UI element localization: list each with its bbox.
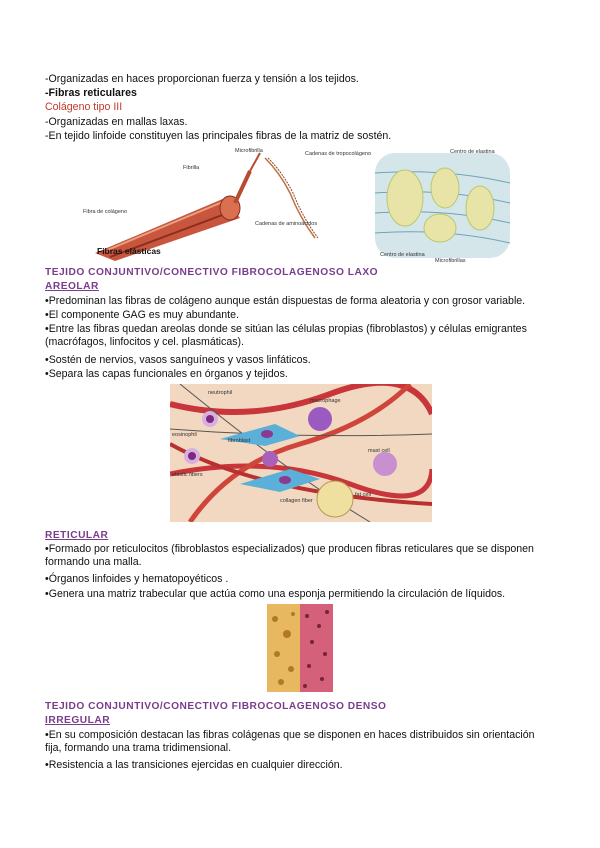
- label-microfibrilla: Microfibrilla: [235, 148, 263, 154]
- elastic-fiber-illustration: [375, 153, 510, 258]
- fibers-diagram: [75, 143, 525, 263]
- reticular-sponge-image: [267, 604, 333, 692]
- label-fibrilla: Fibrilla: [183, 165, 200, 171]
- intro-line-5: -En tejido linfoide constituyen las principales fibras de la matriz de sostén.: [45, 130, 392, 142]
- collagen-fiber-illustration: [95, 153, 318, 261]
- label-fibras-elasticas: Fibras elásticas: [97, 246, 161, 256]
- section-title-laxo: TEJIDO CONJUNTIVO/CONECTIVO FIBROCOLAGENOSO LAXO: [45, 267, 379, 278]
- subtitle-irregular: IRREGULAR: [45, 715, 111, 726]
- reticular-bullet-2: •Órganos linfoides y hematopoyéticos .: [45, 573, 229, 585]
- intro-colageno-tipo-iii: Colágeno tipo III: [45, 101, 123, 113]
- laxo-bullet-5: •Separa las capas funcionales en órganos y tejidos.: [45, 368, 288, 380]
- denso-bullet-2: •Resistencia a las transiciones ejercidas en cualquier dirección.: [45, 759, 343, 771]
- laxo-bullet-3: •Entre las fibras quedan areolas donde se sitúan las células propias (fibroblastos) y células emigrantes (macrófagos, linfocitos y cel. plasmáticas).: [45, 323, 527, 348]
- reticular-bullet-1: •Formado por reticulocitos (fibroblastos especializados) que producen fibras reticulares que se disponen formando una malla.: [45, 543, 534, 568]
- label-fibroblast: fibroblast: [228, 438, 251, 444]
- areolar-tissue-diagram: [170, 384, 432, 522]
- section-title-denso: TEJIDO CONJUNTIVO/CONECTIVO FIBROCOLAGENOSO DENSO: [45, 701, 387, 712]
- label-collagen-fiber: collagen fiber: [280, 498, 313, 504]
- intro-line-4: -Organizadas en mallas laxas.: [45, 116, 188, 128]
- label-neutrophil: neutrophil: [208, 390, 233, 396]
- subtitle-reticular: RETICULAR: [45, 530, 109, 541]
- laxo-bullet-2: •El componente GAG es muy abundante.: [45, 309, 239, 321]
- label-centro-elastina-bottom: Centro de elastina: [380, 252, 425, 258]
- intro-line-1: -Organizadas en haces proporcionan fuerza y tensión a los tejidos.: [45, 73, 359, 85]
- label-macrophage: macrophage: [310, 398, 341, 404]
- label-mast-cell: mast cell: [368, 448, 390, 454]
- label-elastic-fibers: elastic fibers: [172, 472, 203, 478]
- label-cadenas-tropocolageno: Cadenas de tropocolágeno: [305, 151, 372, 157]
- label-microfibrillas: Microfibrillas: [435, 258, 466, 263]
- label-fibra-colageno: Fibra de colágeno: [83, 209, 128, 215]
- subtitle-areolar: AREOLAR: [45, 281, 99, 292]
- laxo-bullet-1: •Predominan las fibras de colágeno aunque están dispuestas de forma aleatoria y con grosor variable.: [45, 295, 526, 307]
- laxo-bullet-4: •Sostén de nervios, vasos sanguíneos y vasos linfáticos.: [45, 354, 311, 366]
- denso-bullet-1: •En su composición destacan las fibras colágenas que se disponen en haces distribuidos sin orientación fija, formando una trama tridimensional.: [45, 729, 535, 754]
- label-cadenas-aminoacidos: Cadenas de aminoácidos: [255, 221, 318, 227]
- reticular-bullet-3: •Genera una matriz trabecular que actúa como una esponja permitiendo la circulación de líquidos.: [45, 588, 506, 600]
- intro-heading-fibras-reticulares: -Fibras reticulares: [45, 87, 137, 99]
- label-eosinophil: eosinophil: [172, 432, 197, 438]
- label-fat-cell: fat cell: [355, 492, 371, 498]
- label-centro-elastina-top: Centro de elastina: [450, 149, 495, 155]
